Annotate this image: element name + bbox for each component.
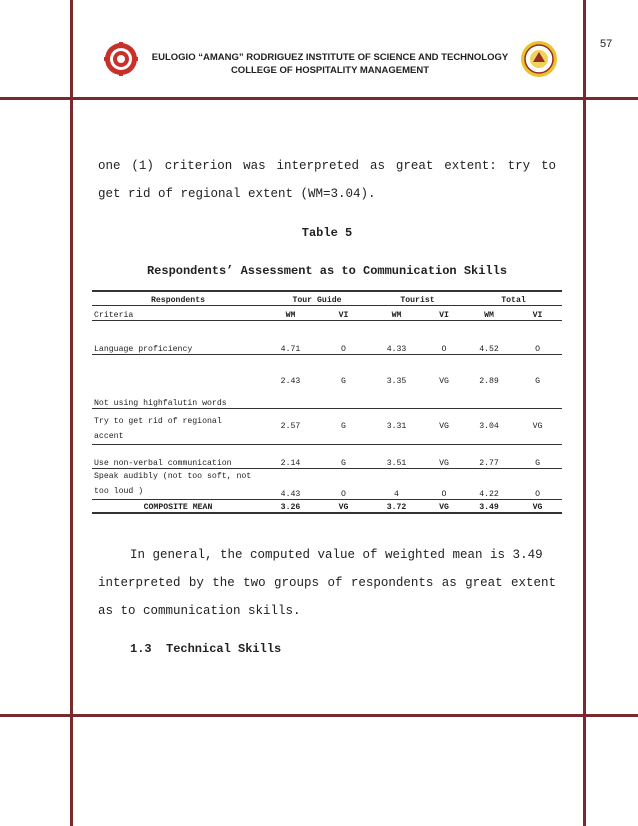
table-number: Table 5 (301, 226, 353, 240)
tour-guide-vi-cell: O (317, 321, 370, 355)
institution-name: EULOGIO “AMANG” RODRIGUEZ INSTITUTE OF SCIENCE AND TECHNOLOGY (151, 52, 509, 63)
table-subheader-row (92, 306, 562, 321)
criterion-cell: Speak audibly (not too soft, not too loud ) (94, 472, 252, 496)
criterion-cell: Try to get rid of regional accent (92, 409, 264, 445)
tour-guide-wm-cell: 2.57 (264, 409, 317, 445)
eartist-seal-icon (104, 42, 138, 76)
tour-guide-wm-cell: 2.14 (264, 445, 317, 469)
institution-header (140, 51, 520, 77)
composite-mean-row (92, 500, 562, 514)
table-header-row (92, 291, 562, 306)
total-wm-cell: 3.49 (465, 500, 513, 514)
table-row (92, 409, 562, 445)
page-number: 57 (600, 38, 613, 50)
conclusion-line-1: In general, the computed value of weighted mean is 3.49 (130, 548, 543, 562)
vi-header: VI (317, 306, 370, 321)
tourist-vi-cell: VG (423, 445, 465, 469)
total-wm-cell: 3.04 (465, 409, 513, 445)
left-border-line (70, 0, 73, 826)
conclusion-line-2: interpreted by the two groups of respondents as great extent (98, 576, 556, 590)
vi-header: VI (513, 306, 562, 321)
table-row (92, 445, 562, 469)
tour-guide-vi-cell: O (341, 490, 346, 499)
total-vi-cell: G (513, 445, 562, 469)
vi-header: VI (423, 306, 465, 321)
tourist-wm-cell: 3.72 (370, 500, 423, 514)
college-name: COLLEGE OF HOSPITALITY MANAGEMENT (230, 65, 430, 76)
criterion-cell: Not using highfalutin words (92, 355, 264, 409)
total-vi-cell: VG (513, 500, 562, 514)
wm-header: WM (264, 306, 317, 321)
total-wm-cell: 4.52 (465, 321, 513, 355)
total-wm-cell: 2.89 (465, 355, 513, 409)
intro-line-2: get rid of regional extent (WM=3.04). (98, 187, 376, 201)
intro-paragraph (98, 152, 556, 208)
table-row (92, 321, 562, 355)
criteria-header: Criteria (92, 306, 264, 321)
table-caption: Respondents’ Assessment as to Communication Skills (146, 264, 508, 278)
tourist-wm-cell: 3.31 (370, 409, 423, 445)
criterion-cell: Language proficiency (92, 321, 264, 355)
chm-seal-icon (520, 40, 558, 78)
tour-guide-vi-cell: G (317, 355, 370, 409)
total-vi-cell: G (513, 355, 562, 409)
tourist-vi-cell: O (423, 321, 465, 355)
header-rule (0, 97, 638, 100)
group-header-tourist: Tourist (370, 291, 465, 306)
total-wm-cell: 4.22 (479, 490, 499, 499)
tour-guide-wm-cell: 2.43 (264, 355, 317, 409)
table-row (92, 469, 562, 500)
wm-header: WM (465, 306, 513, 321)
intro-line-1: one (1) criterion was interpreted as great extent: try to (98, 159, 556, 173)
total-vi-cell: O (535, 490, 540, 499)
tourist-wm-cell: 4.33 (370, 321, 423, 355)
total-wm-cell: 2.77 (465, 445, 513, 469)
tour-guide-vi-cell: G (317, 409, 370, 445)
tour-guide-wm-cell: 4.43 (280, 490, 301, 499)
tourist-vi-cell: O (441, 490, 447, 499)
tour-guide-wm-cell: 3.26 (264, 500, 317, 514)
respondents-header: Respondents (92, 291, 264, 306)
tourist-vi-cell: VG (423, 500, 465, 514)
tour-guide-vi-cell: G (317, 445, 370, 469)
total-vi-cell: VG (513, 409, 562, 445)
tourist-vi-cell: VG (423, 355, 465, 409)
table-row (92, 355, 562, 409)
conclusion-line-3: as to communication skills. (98, 604, 301, 618)
wm-header: WM (370, 306, 423, 321)
tourist-vi-cell: VG (423, 409, 465, 445)
section-heading: 1.3 Technical Skills (130, 642, 282, 656)
communication-skills-table (92, 290, 562, 514)
right-border-line (583, 0, 586, 826)
tour-guide-vi-cell: VG (317, 500, 370, 514)
composite-mean-label: COMPOSITE MEAN (92, 500, 264, 514)
conclusion-paragraph (98, 541, 556, 625)
total-vi-cell: O (513, 321, 562, 355)
tour-guide-wm-cell: 4.71 (264, 321, 317, 355)
footer-rule (0, 714, 638, 717)
tourist-wm-cell: 3.35 (370, 355, 423, 409)
group-header-total: Total (465, 291, 562, 306)
tourist-wm-cell: 3.51 (370, 445, 423, 469)
group-header-tour-guide: Tour Guide (264, 291, 370, 306)
tourist-wm-cell: 4 (394, 490, 399, 499)
criterion-cell: Use non-verbal communication (92, 445, 264, 469)
